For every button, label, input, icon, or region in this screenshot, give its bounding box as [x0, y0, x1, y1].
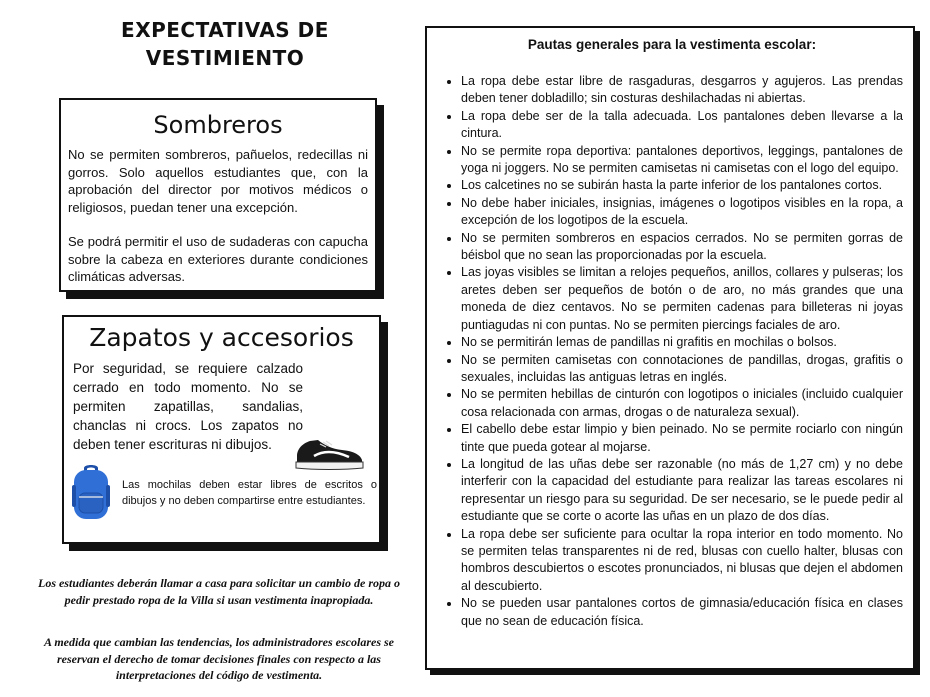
list-item: No se pueden usar pantalones cortos de gimnasia/educación física en clases que no sean de educación física.: [447, 595, 903, 630]
shoes-paragraph: Por seguridad, se requiere calzado cerrado en todo momento. No se permiten zapatillas, sandalias, chanclas ni crocs. Los zapatos no deben tener escrituras ni dibujos.: [73, 361, 303, 452]
rules-list: [441, 73, 903, 630]
rules-card: [425, 26, 915, 670]
list-item: No debe haber iniciales, insignias, imágenes o logotipos visibles en la ropa, a excepción de los logotipos de la escuela.: [447, 195, 903, 230]
list-item: La ropa debe ser suficiente para ocultar la ropa interior en todo momento. No se permiten telas transparentes ni de red, blusas con cuello halter, blusas con hombros descubiertos o escotes pronunciados, ni blusas que dejen el abdomen al descubierto.: [447, 526, 903, 596]
backpack-paragraph: Las mochilas deben estar libres de escritos o dibujos y no deben compartirse entre estudiantes.: [122, 479, 377, 507]
note-inappropriate-clothing: Los estudiantes deberán llamar a casa para solicitar un cambio de ropa o pedir prestado ropa de la Villa si usan vestimenta inapropiada.: [37, 576, 400, 607]
hats-card: [59, 98, 377, 292]
hats-paragraph: No se permiten sombreros, pañuelos, redecillas ni gorros. Solo aquellos estudiantes que, con la aprobación del director por motivos médicos o religiosos, puedan tener una excepción.: [68, 147, 368, 215]
list-item: Los calcetines no se subirán hasta la parte inferior de los pantalones cortos.: [447, 177, 903, 194]
sneaker-icon: [294, 435, 366, 471]
list-item: La longitud de las uñas debe ser razonable (no más de 1,27 cm) y no debe interferir con la capacidad del estudiante para realizar las tareas escolares ni representar un riesgo para su seguridad. De ser necesario, se le puede pedir al estudiante que se corte o acorte las uñas en un plazo de dos días.: [447, 456, 903, 526]
list-item: Las joyas visibles se limitan a relojes pequeños, anillos, collares y pulseras; los aretes deben ser pequeños de botón o de aro, no más grandes que una moneda de diez centavos. No se permiten cadenas para billeteras ni joyas puntiagudas ni con puntas. No se permiten piercings faciales de aro.: [447, 264, 903, 334]
list-item: No se permiten hebillas de cinturón con logotipos o iniciales (incluido cualquier cosa relacionada con armas, drogas o de naturaleza sexual).: [447, 386, 903, 421]
list-item: No se permite ropa deportiva: pantalones deportivos, leggings, pantalones de yoga ni joggers. No se permiten camisetas ni camisetas con el logo del equipo.: [447, 143, 903, 178]
hats-title: Sombreros: [153, 111, 283, 139]
rules-title: Pautas generales para la vestimenta escolar:: [527, 37, 817, 52]
shoes-title: Zapatos y accesorios: [89, 323, 354, 352]
list-item: La ropa debe ser de la talla adecuada. Los pantalones deben llevarse a la cintura.: [447, 108, 903, 143]
page-title: EXPECTATIVAS DE VESTIMIENTO: [121, 18, 329, 70]
shoes-card: [62, 315, 381, 544]
list-item: No se permitirán lemas de pandillas ni grafitis en mochilas o bolsos.: [447, 334, 903, 351]
hoodie-paragraph: Se podrá permitir el uso de sudaderas con capucha sobre la cabeza en exteriores durante condiciones climáticas adversas.: [68, 234, 368, 284]
list-item: No se permiten camisetas con connotaciones de pandillas, drogas, grafitis o sexuales, incluidas las antiguas letras en inglés.: [447, 352, 903, 387]
note-administrators: A medida que cambian las tendencias, los administradores escolares se reservan el derecho de tomar decisiones finales con respecto a las interpretaciones del código de vestimenta.: [43, 635, 394, 682]
backpack-icon: [70, 463, 112, 521]
list-item: El cabello debe estar limpio y bien peinado. No se permite rociarlo con ningún tinte que pueda gotear al mojarse.: [447, 421, 903, 456]
list-item: No se permiten sombreros en espacios cerrados. No se permiten gorras de béisbol que no sean las proporcionadas por la escuela.: [447, 230, 903, 265]
list-item: La ropa debe estar libre de rasgaduras, desgarros y agujeros. Las prendas deben tener dobladillo; sin costuras deshilachadas ni abiertas.: [447, 73, 903, 108]
